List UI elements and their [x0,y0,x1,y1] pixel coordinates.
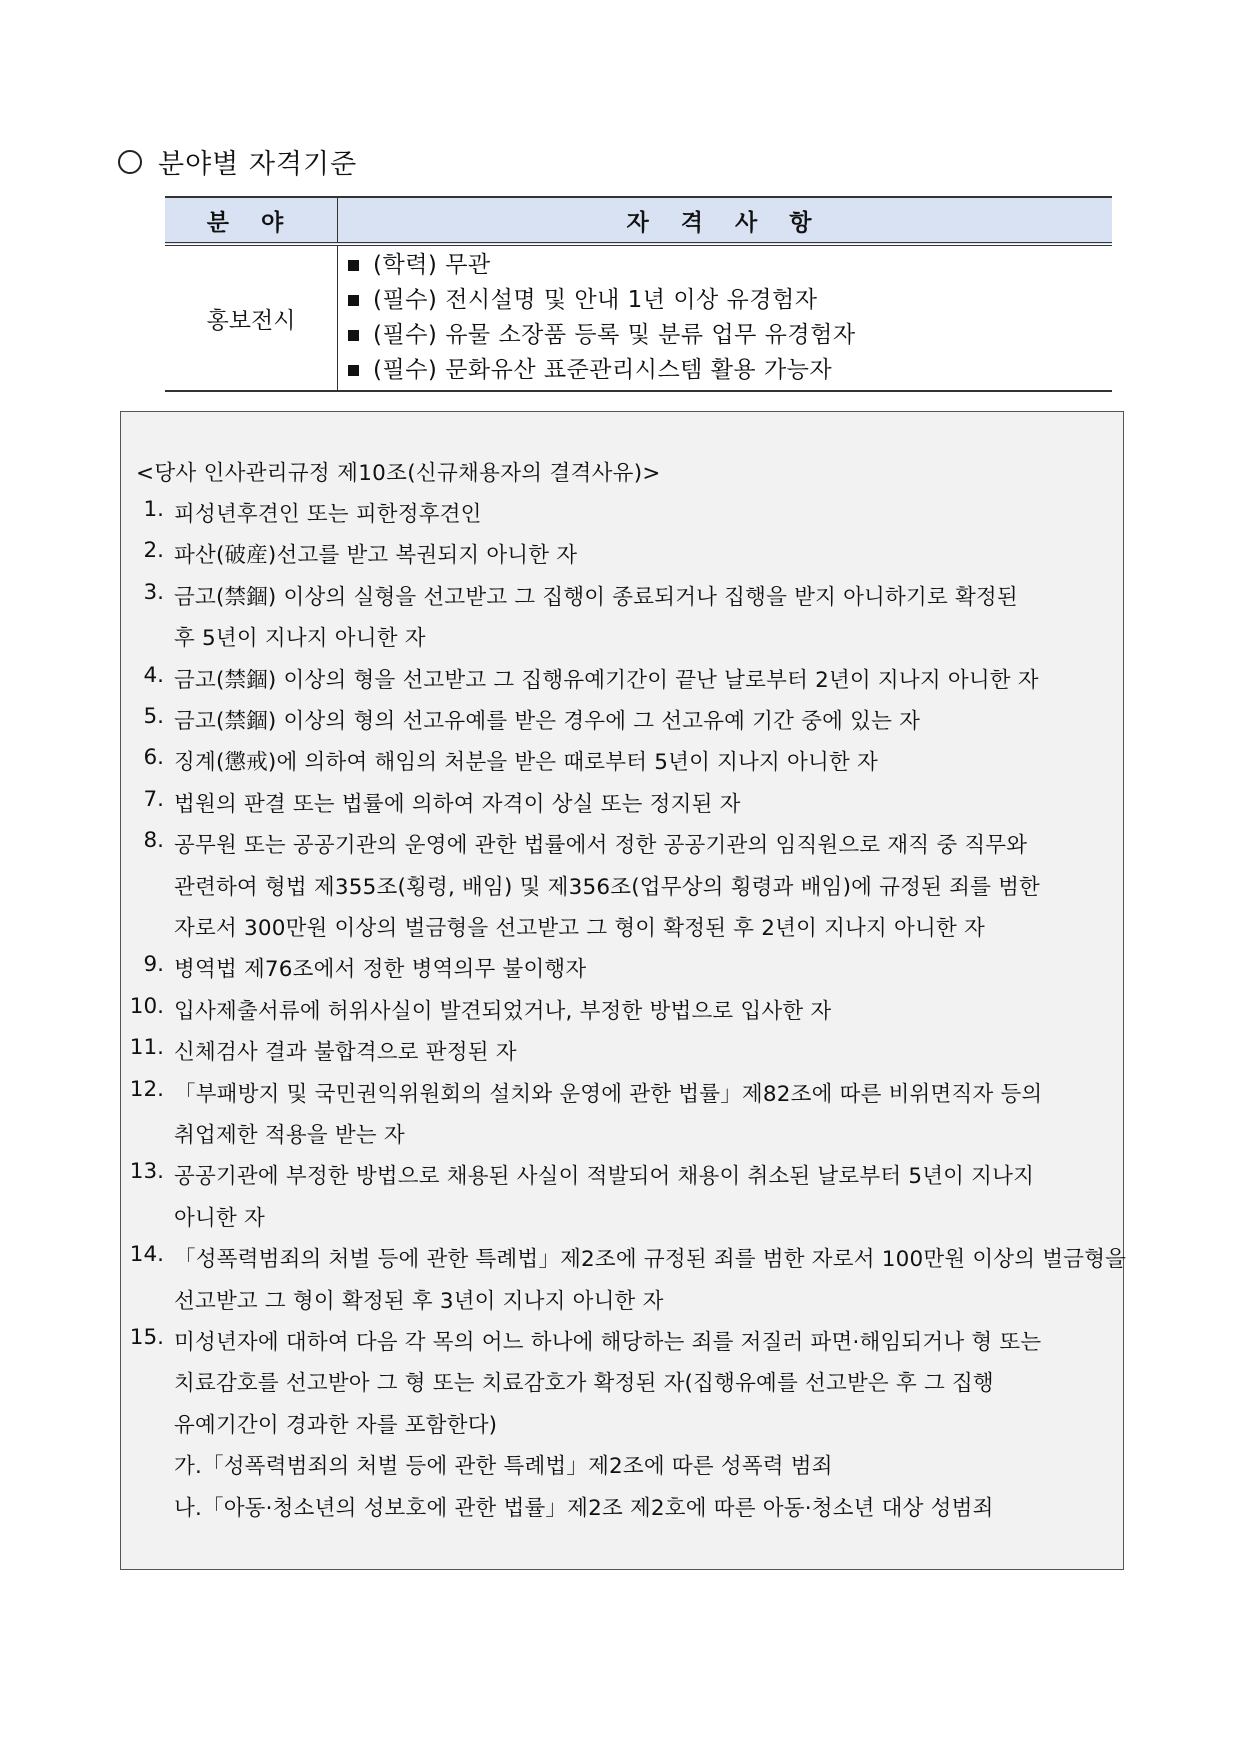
rule-text-line: 미성년자에 대하여 다음 각 목의 어느 하나에 해당하는 죄를 저질러 파면·해임되거나 형 또는 [174,1330,1042,1355]
rule-text-line: 「성폭력범죄의 처벌 등에 관한 특례법」제2조에 규정된 죄를 범한 자로서 100만원 이상의 벌금형을 [174,1247,1127,1273]
rule-text-line: 후 5년이 지나지 아니한 자 [174,626,426,652]
rule-number: 9. [143,952,164,978]
rule-text-line: 유예기간이 경과한 자를 포함한다) [174,1412,498,1438]
requirements-cell [338,244,1113,391]
rule-text-line: 금고(禁錮) 이상의 실형을 선고받고 그 집행이 종료되거나 집행을 받지 아니하기로 확정된 [174,584,1018,610]
rule-number: 14. [129,1242,164,1268]
section-title: 분야별 자격기준 [158,149,358,180]
section-heading [118,142,357,181]
rule-number: 8. [143,828,164,854]
rule-text-line: 피성년후견인 또는 피한정후견인 [174,502,482,527]
rule-text-line: 법원의 판결 또는 법률에 의하여 자격이 상실 또는 정지된 자 [174,791,741,817]
rule-text-line: 병역법 제76조에서 정한 병역의무 불이행자 [174,957,587,983]
rule-text-line: 관련하여 형법 제355조(횡령, 배임) 및 제356조(업무상의 횡령과 배임)에 규정된 죄를 범한 [174,874,1041,900]
list-item: (필수) 전시설명 및 안내 1년 이상 유경험자 [348,283,1112,318]
requirements-list [338,246,1112,390]
rule-text-line: 치료감호를 선고받아 그 형 또는 치료감호가 확정된 자(집행유예를 선고받은 후 그 집행 [174,1371,994,1397]
rule-number: 7. [143,786,164,812]
rule-number: 2. [143,538,164,564]
rule-number: 3. [143,579,164,605]
rule-number: 5. [143,704,164,729]
rule-text-line: 가.「성폭력범죄의 처벌 등에 관한 특례법」제2조에 따른 성폭력 범죄 [174,1454,833,1480]
rule-number: 10. [129,993,164,1019]
rule-number: 13. [129,1159,164,1185]
rules-title: <당사 인사관리규정 제10조(신규채용자의 결격사유)> [136,461,661,486]
rule-text-line: 선고받고 그 형이 확정된 후 3년이 지나지 아니한 자 [174,1288,664,1314]
square-bullet-icon [348,260,359,271]
rule-text-line: 취업제한 적용을 받는 자 [174,1123,405,1148]
rule-text-line: 신체검사 결과 불합격으로 판정된 자 [174,1040,517,1066]
rule-text-line: 파산(破産)선고를 받고 복권되지 아니한 자 [174,543,578,569]
rule-text-line: 아니한 자 [174,1205,265,1231]
square-bullet-icon [348,330,359,341]
rule-number: 6. [143,745,164,771]
table-row [165,244,1112,391]
list-item: (학력) 무관 [348,248,1112,283]
rule-text-line: 자로서 300만원 이상의 벌금형을 선고받고 그 형이 확정된 후 2년이 지나지 아니한 자 [174,916,985,941]
header-requirements: 자 격 사 항 [338,197,1113,244]
rule-text-line: 입사제출서류에 허위사실이 발견되었거나, 부정한 방법으로 입사한 자 [174,998,832,1024]
field-cell: 홍보전시 [165,244,338,391]
rule-text-line: 징계(懲戒)에 의하여 해임의 처분을 받은 때로부터 5년이 지나지 아니한 자 [174,750,878,776]
rule-number: 15. [129,1325,164,1350]
circle-bullet-icon [118,150,142,174]
rule-text-line: 「부패방지 및 국민권익위원회의 설치와 운영에 관한 법률」제82조에 따른 비위면직자 등의 [174,1081,1043,1107]
list-item: (필수) 유물 소장품 등록 및 분류 업무 유경험자 [348,318,1112,353]
square-bullet-icon [348,365,359,376]
rule-text-line: 나.「아동·청소년의 성보호에 관한 법률」제2조 제2호에 따른 아동·청소년 대상 성범죄 [174,1495,994,1521]
disqualification-rules-box [120,411,1127,1570]
rule-number: 4. [143,662,164,688]
rule-text-line: 공공기관에 부정한 방법으로 채용된 사실이 적발되어 채용이 취소된 날로부터 5년이 지나지 [174,1164,1035,1190]
rule-text-line: 금고(禁錮) 이상의 형의 선고유예를 받은 경우에 그 선고유예 기간 중에 있는 자 [174,709,921,734]
list-item: (필수) 문화유산 표준관리시스템 활용 가능자 [348,353,1112,388]
rule-number: 11. [129,1035,164,1061]
rule-text-line: 금고(禁錮) 이상의 형을 선고받고 그 집행유예기간이 끝난 날로부터 2년이 지나지 아니한 자 [174,667,1039,693]
rule-number: 12. [129,1076,164,1102]
rule-text-line: 공무원 또는 공공기관의 운영에 관한 법률에서 정한 공공기관의 임직원으로 재직 중 직무와 [174,833,1028,859]
square-bullet-icon [348,295,359,306]
criteria-table [165,196,1112,392]
rule-number: 1. [143,497,164,522]
table-header-row [165,197,1112,244]
header-field: 분 야 [165,197,338,244]
